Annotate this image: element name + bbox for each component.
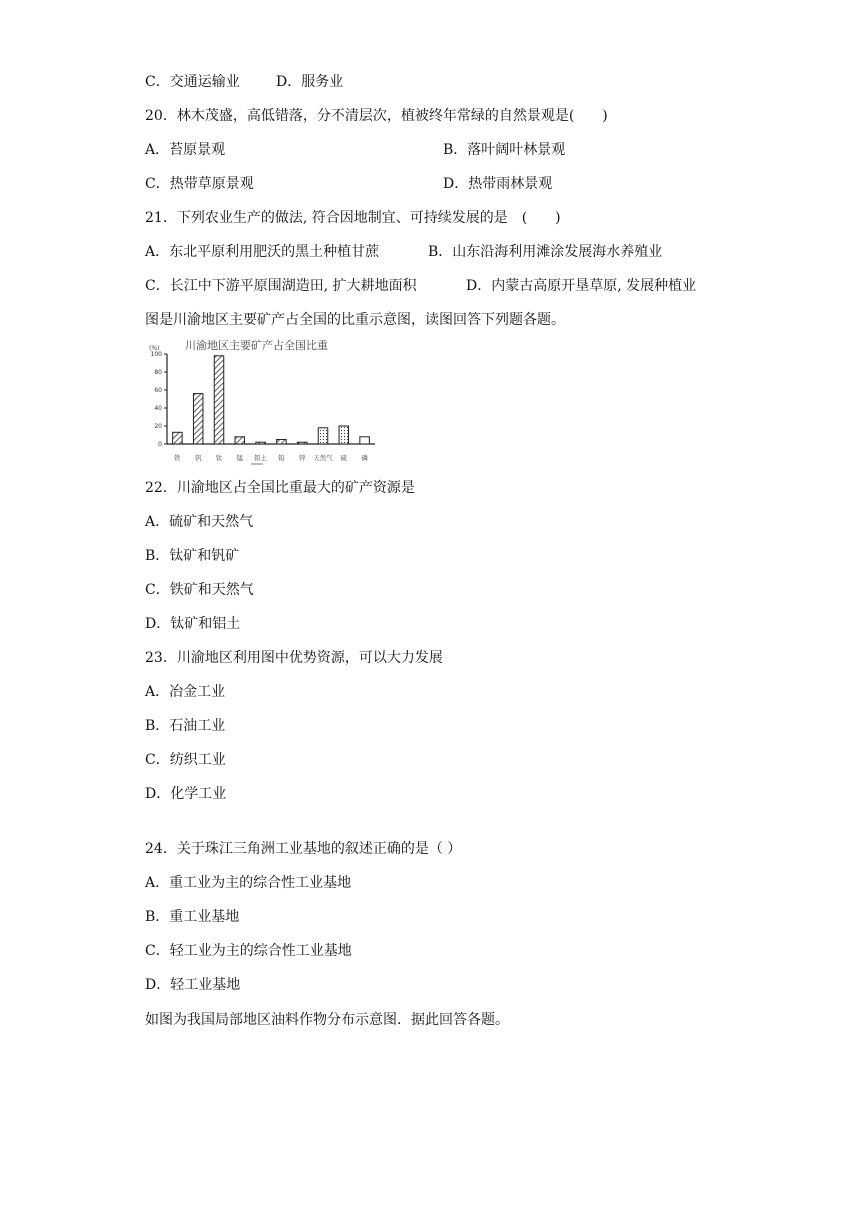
chart-bar-5	[277, 440, 287, 445]
q24-option-a: A．重工业为主的综合性工业基地	[145, 875, 352, 891]
q19-option-d: D．服务业	[276, 74, 344, 90]
chart-y-tick-label: 60	[154, 387, 162, 394]
chart-y-tick-label: 0	[158, 441, 162, 448]
q23-option-d: D．化学工业	[145, 786, 227, 802]
q21-option-d: D．内蒙古高原开垦草原, 发展种植业	[466, 278, 697, 294]
chart-y-tick-label: 100	[150, 351, 162, 358]
q22-option-c: C．铁矿和天然气	[145, 582, 254, 598]
chart-y-tick-label: 20	[154, 423, 162, 430]
chart-x-label: 铝土	[254, 454, 268, 462]
chart-y-tick-label: 80	[154, 369, 162, 376]
q23-option-c: C．纺织工业	[145, 752, 226, 768]
q22-option-b: B．钛矿和钒矿	[145, 548, 240, 564]
chart-title: 川渝地区主要矿产占全国比重	[185, 339, 328, 352]
q23-option-b: B．石油工业	[145, 718, 226, 734]
q22-option-d: D．钛矿和铝土	[145, 616, 241, 632]
q22-stem: 22．川渝地区占全国比重最大的矿产资源是	[145, 480, 415, 496]
q19-option-c: C．交通运输业	[145, 74, 240, 90]
q20-option-b: B．落叶阔叶林景观	[443, 142, 566, 158]
q23-stem: 23．川渝地区利用图中优势资源，可以大力发展	[145, 650, 443, 666]
chart-intro: 图是川渝地区主要矿产占全国的比重示意图，读图回答下列题各题。	[145, 312, 565, 328]
next-figure-intro: 如图为我国局部地区油料作物分布示意图．据此回答各题。	[145, 1012, 509, 1028]
chart-x-label: 磷	[361, 454, 368, 462]
chart-x-label: 铁	[174, 454, 181, 462]
chart-bar-9	[360, 437, 370, 444]
mineral-share-chart	[145, 336, 377, 466]
q24-option-c: C．轻工业为主的综合性工业基地	[145, 943, 352, 959]
chart-bar-0	[173, 432, 183, 444]
chart-bar-1	[193, 394, 203, 444]
q20-option-c: C．热带草原景观	[145, 176, 254, 192]
q24-stem: 24．关于珠江三角洲工业基地的叙述正确的是（ ）	[145, 841, 462, 857]
chart-x-label: 锌	[298, 454, 306, 462]
chart-bar-4	[256, 442, 266, 444]
chart-x-label: 钒	[194, 454, 202, 462]
chart-x-label: 钛	[215, 454, 223, 462]
chart-x-label: 天然气	[313, 454, 333, 462]
q21-stem: 21．下列农业生产的做法, 符合因地制宜、可持续发展的是 ( )	[145, 210, 561, 226]
chart-y-tick-label: 40	[154, 405, 162, 412]
chart-x-label: 硫	[340, 454, 348, 462]
chart-y-unit: (%)	[149, 345, 160, 352]
q20-option-d: D．热带雨林景观	[443, 176, 553, 192]
chart-x-label: 铅	[278, 454, 285, 462]
q21-option-b: B．山东沿海利用滩涂发展海水养殖业	[428, 244, 663, 260]
chart-bar-3	[235, 437, 245, 444]
q24-option-d: D．轻工业基地	[145, 977, 241, 993]
chart-bar-8	[339, 426, 349, 444]
q23-option-a: A．冶金工业	[145, 684, 226, 700]
chart-bar-2	[214, 356, 224, 444]
q22-option-a: A．硫矿和天然气	[145, 514, 254, 530]
q20-stem: 20．林木茂盛，高低错落，分不清层次，植被终年常绿的自然景观是( )	[145, 108, 608, 124]
q21-option-c: C．长江中下游平原围湖造田, 扩大耕地面积	[145, 278, 417, 294]
q20-option-a: A．苔原景观	[145, 142, 226, 158]
chart-x-label: 锰	[236, 454, 244, 462]
q21-option-a: A．东北平原利用肥沃的黑土种植甘蔗	[145, 244, 380, 260]
chart-bar-7	[318, 428, 328, 444]
chart-bar-6	[297, 442, 307, 444]
q24-option-b: B．重工业基地	[145, 909, 240, 925]
